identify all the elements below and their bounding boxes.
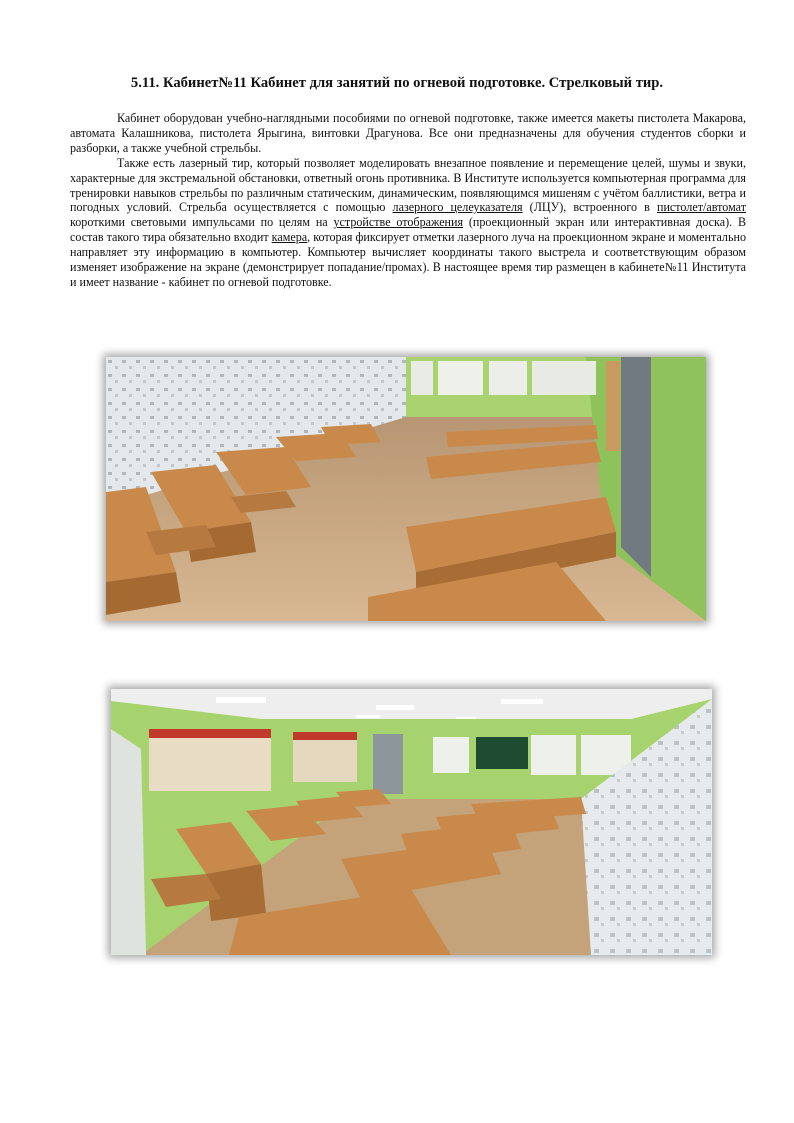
body-text bbox=[70, 111, 746, 290]
text-segment: (ЛЦУ), встроенного в bbox=[522, 200, 657, 215]
link-display-device[interactable]: устройстве отображения bbox=[333, 215, 464, 230]
section-heading: 5.11. Кабинет№11 Кабинет для занятий по огневой подготовке. Стрелковый тир. bbox=[130, 75, 664, 91]
link-camera[interactable]: камера bbox=[271, 230, 308, 245]
classroom-photo-1-image bbox=[106, 357, 706, 621]
paragraph-equipment: Кабинет оборудован учебно-наглядными пособиями по огневой подготовке, также имеется макеты пистолета Макарова, автомата Калашникова, пистолета Ярыгина, винтовки Драгунова. Все они предназначены для обучения студентов сборки и разборки, а также учебной стрельбы. bbox=[70, 111, 746, 155]
text-segment: , которая фиксирует отметки лазерного луча на проекционном экране и моментально направляет эту информацию в компьютер. Компьютер вычисляет координаты такого выстрела и соответствующим образом изменяет изображение на экране (демонстрирует попадание/промах). В настоящее время тир размещен в кабинете№11 Института и имеет название - кабинет по огневой подготовке. bbox=[70, 230, 746, 289]
link-laser-pointer[interactable]: лазерного целеуказателя bbox=[392, 200, 523, 215]
text-segment: короткими световыми импульсами по целям на bbox=[70, 215, 334, 230]
text-segment: Также есть лазерный тир, который позволяет моделировать внезапное появление и перемещение целей, шумы и звуки, характерные для экстремальной обстановки, ответный огонь противника. В Институте используется компьютерная программа для тренировки навыков стрельбы по различным статическим, динамическим, появляющимся мишеням с учётом баллистики, ветра и погодных условий. Стрельба осуществляется с помощью bbox=[70, 155, 746, 215]
text-segment: (проекционный экран или интерактивная доска). В состав такого тира обязательно входит bbox=[70, 215, 747, 245]
classroom-photo-2-image bbox=[111, 689, 712, 955]
link-pistol-rifle[interactable]: пистолет/автомат bbox=[656, 200, 746, 215]
classroom-photo-1 bbox=[106, 357, 706, 621]
paragraph-laser-range bbox=[70, 156, 746, 290]
classroom-photo-2 bbox=[111, 689, 712, 955]
